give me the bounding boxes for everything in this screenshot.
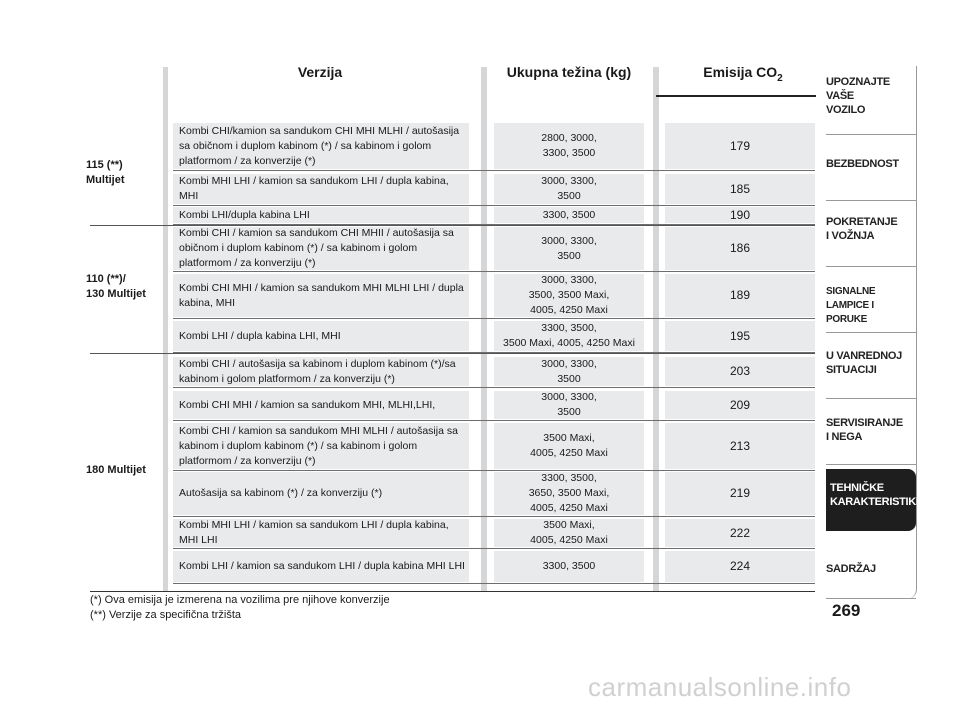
emission-cell: 195: [665, 321, 815, 351]
sidebar-divider: [826, 200, 916, 201]
row-separator: [173, 271, 815, 272]
weight-cell: 3300, 3500, 3650, 3500 Maxi, 4005, 4250 Maxi: [494, 472, 644, 515]
emission-cell: 190: [665, 207, 815, 223]
footnote: (**) Verzije za specifična tržišta: [90, 609, 241, 621]
header-emission: Emisija $CO_2$: [703, 64, 783, 84]
sidebar-divider: [826, 266, 916, 267]
row-separator: [173, 583, 815, 584]
sidebar-item-servisiranje[interactable]: SERVISIRANJE I NEGA: [826, 417, 903, 443]
version-cell: Autošasija sa kabinom (*) / za konverziju (*): [173, 472, 469, 515]
row-separator: [173, 205, 815, 206]
emission-column-bar: [653, 67, 659, 591]
emission-cell: 179: [665, 123, 815, 169]
version-cell: Kombi CHI MHI / kamion sa sandukom MHI MLHI LHI / dupla kabina, MHI: [173, 274, 469, 317]
group-label: 115 (**) Multijet: [86, 159, 125, 186]
watermark: carmanualsonline.info: [588, 672, 852, 702]
header-version: Verzija: [297, 64, 343, 80]
page-number: 269: [832, 601, 861, 620]
version-cell: Kombi CHI/kamion sa sandukom CHI MHI MLHI / autošasija sa običnom i duplom kabinom (*) / sa kabinom i golom platformom / za konverzije (*): [173, 123, 469, 169]
sidebar-item-vanredne[interactable]: U VANREDNOJ SITUACIJI: [826, 350, 902, 376]
weight-cell: 3000, 3300, 3500: [494, 391, 644, 419]
emission-cell: 219: [665, 472, 815, 515]
group-separator: [90, 225, 815, 226]
weight-cell: 3000, 3300, 3500: [494, 227, 644, 270]
sidebar-divider: [826, 134, 916, 135]
weight-cell: 3000, 3300, 3500: [494, 174, 644, 204]
version-cell: Kombi MHI LHI / kamion sa sandukom LHI / dupla kabina, MHI: [173, 174, 469, 204]
version-cell: Kombi CHI MHI / kamion sa sandukom MHI, MLHI,LHI,: [173, 391, 469, 419]
version-cell: Kombi LHI / dupla kabina LHI, MHI: [173, 321, 469, 351]
row-separator: [173, 420, 815, 421]
version-cell: Kombi CHI / kamion sa sandukom CHI MHII / autošasija sa običnom i duplom kabinom (*) / sa kabinom i golom platformom / za konverziju (*): [173, 227, 469, 270]
row-separator: [173, 170, 815, 171]
sidebar-divider: [826, 464, 916, 465]
table-bottom-rule: [90, 591, 815, 592]
weight-column-bar: [481, 67, 487, 591]
row-separator: [173, 516, 815, 517]
sidebar-item-sadrzaj[interactable]: SADRŽAJ: [826, 563, 876, 575]
weight-cell: 3300, 3500: [494, 207, 644, 223]
row-separator: [173, 548, 815, 549]
sidebar-divider: [826, 398, 916, 399]
group-label: 180 Multijet: [86, 464, 146, 476]
emission-cell: 186: [665, 227, 815, 270]
emission-cell: 213: [665, 423, 815, 469]
row-separator: [173, 470, 815, 471]
version-column-bar: [163, 67, 168, 591]
weight-cell: 3500 Maxi, 4005, 4250 Maxi: [494, 423, 644, 469]
sidebar-item-upoznajte[interactable]: UPOZNAJTE VAŠE VOZILO: [826, 76, 890, 116]
emission-cell: 185: [665, 174, 815, 204]
sidebar-item-bezbednost[interactable]: BEZBEDNOST: [826, 158, 899, 170]
emission-cell: 189: [665, 274, 815, 317]
group-separator: [90, 353, 815, 354]
weight-cell: 3300, 3500: [494, 551, 644, 582]
version-cell: Kombi LHI / kamion sa sandukom LHI / dupla kabina MHI LHI: [173, 551, 469, 582]
group-label: 110 (**)/ 130 Multijet: [86, 273, 146, 300]
weight-cell: 3500 Maxi, 4005, 4250 Maxi: [494, 519, 644, 547]
weight-cell: 2800, 3000, 3300, 3500: [494, 123, 644, 169]
weight-cell: 3000, 3300, 3500: [494, 357, 644, 386]
emission-cell: 224: [665, 551, 815, 582]
version-cell: Kombi CHI / autošasija sa kabinom i duplom kabinom (*)/sa kabinom i golom platformom / za konverziju (*): [173, 357, 469, 386]
sidebar-item-pokretanje[interactable]: POKRETANJE I VOŽNJA: [826, 216, 898, 242]
sidebar-item-tehnicke[interactable]: TEHNIČKE KARAKTERISTIKE: [826, 469, 916, 531]
version-cell: Kombi CHI / kamion sa sandukom MHI MLHI / autošasija sa kabinom i duplom kabinom (*) / sa kabinom i golom platformom / za konverziju (*): [173, 423, 469, 469]
header-rule: [656, 95, 816, 97]
footnote: (*) Ova emisija je izmerena na vozilima pre njihove konverzije: [90, 594, 390, 606]
header-weight: Ukupna težina (kg): [506, 64, 632, 80]
row-separator: [173, 318, 815, 319]
sidebar-divider: [826, 332, 916, 333]
sidebar-divider: [826, 598, 916, 599]
emission-cell: 209: [665, 391, 815, 419]
weight-cell: 3300, 3500, 3500 Maxi, 4005, 4250 Maxi: [494, 321, 644, 351]
version-cell: Kombi MHI LHI / kamion sa sandukom LHI / dupla kabina, MHI LHI: [173, 519, 469, 547]
emission-cell: 203: [665, 357, 815, 386]
sidebar-item-signalne[interactable]: SIGNALNE LAMPICE I PORUKE: [826, 286, 876, 325]
weight-cell: 3000, 3300, 3500, 3500 Maxi, 4005, 4250 Maxi: [494, 274, 644, 317]
version-cell: Kombi LHI/dupla kabina LHI: [173, 207, 469, 223]
row-separator: [173, 387, 815, 388]
emission-cell: 222: [665, 519, 815, 547]
